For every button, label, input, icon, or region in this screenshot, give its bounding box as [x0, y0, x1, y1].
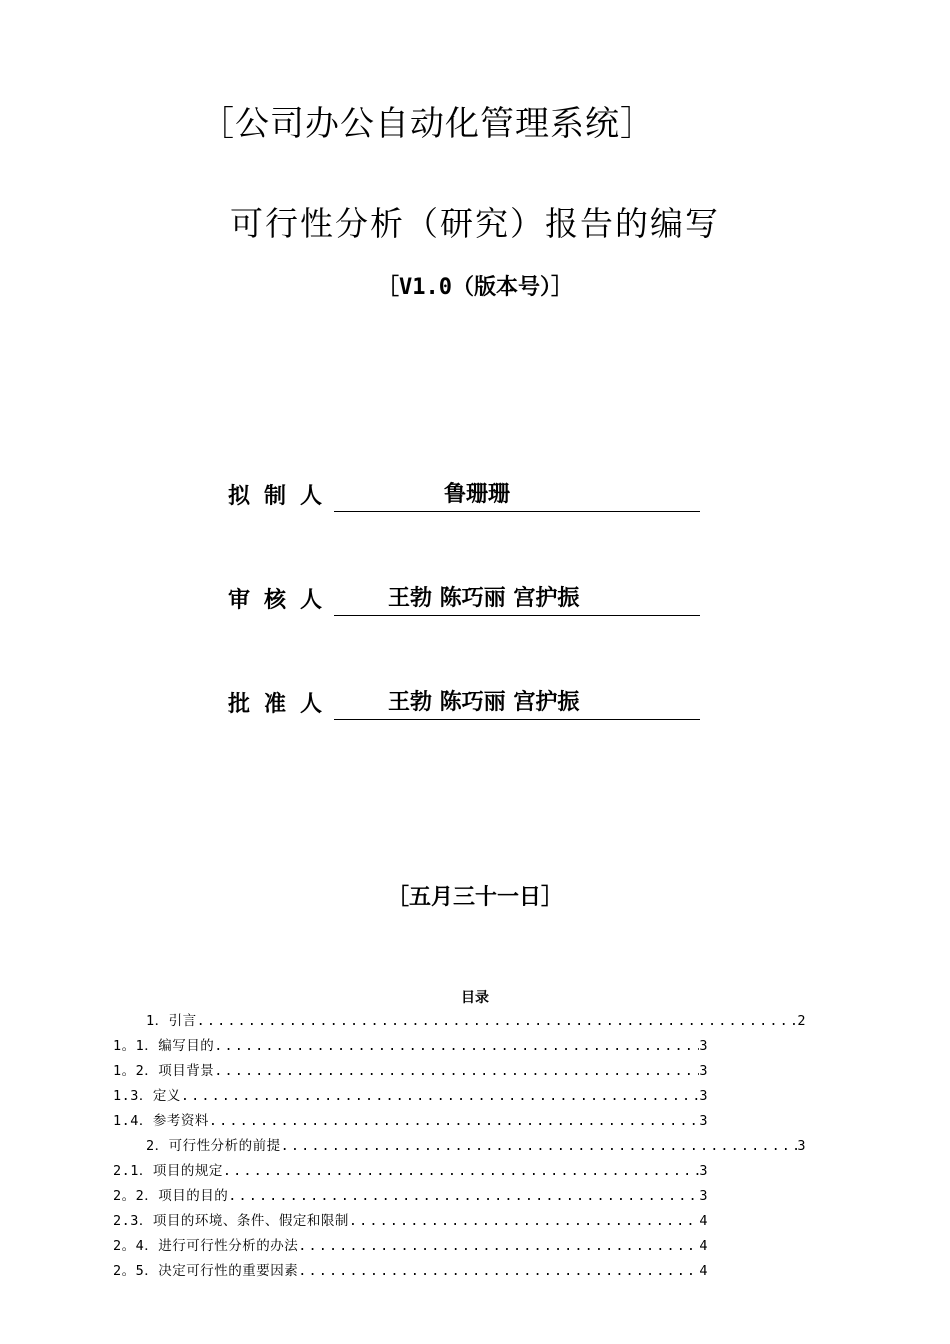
signature-row-drafter [228, 478, 700, 512]
signature-label: 拟制人 [228, 483, 337, 509]
document-title: 可行性分析（研究）报告的编写 [230, 204, 720, 243]
toc-entry[interactable] [113, 1236, 708, 1256]
toc-entry[interactable] [113, 1036, 708, 1056]
toc-page-number: 4 [699, 1213, 708, 1229]
signature-label: 批准人 [228, 691, 337, 717]
toc-entry-text: 2．可行性分析的前提 [146, 1138, 281, 1154]
toc-page-number: 3 [797, 1138, 806, 1154]
document-date: ［五月三十一日］ [386, 884, 563, 910]
toc-leader-dots [214, 1036, 699, 1056]
signature-underline [334, 615, 700, 616]
toc-page-number: 3 [699, 1063, 708, 1079]
toc-entry[interactable] [113, 1186, 708, 1206]
toc-entry-text: 1。2．项目背景 [113, 1063, 215, 1079]
toc-entry[interactable] [113, 1111, 708, 1131]
toc-entry[interactable] [146, 1011, 806, 1031]
toc-entry[interactable] [113, 1161, 708, 1181]
toc-page-number: 3 [699, 1163, 708, 1179]
toc-entry-text: 2.3．项目的环境、条件、假定和限制 [113, 1213, 349, 1229]
toc-entry[interactable] [113, 1211, 708, 1231]
toc-leader-dots [214, 1061, 699, 1081]
toc-page-number: 4 [699, 1263, 708, 1279]
signature-row-reviewer [228, 582, 700, 616]
toc-leader-dots [197, 1011, 798, 1031]
signature-underline [334, 511, 700, 512]
toc-page-number: 3 [699, 1088, 708, 1104]
toc-entry[interactable] [113, 1061, 708, 1081]
toc-entry-text: 2.1．项目的规定 [113, 1163, 223, 1179]
toc-title: 目录 [461, 990, 489, 1006]
signature-underline [334, 719, 700, 720]
toc-entry-text: 1．引言 [146, 1013, 197, 1029]
toc-entry-text: 1.3．定义 [113, 1088, 181, 1104]
toc-entry[interactable] [146, 1136, 806, 1156]
version-number: ［V1.0（版本号）］ [377, 275, 573, 300]
toc-entry-text: 2。2．项目的目的 [113, 1188, 229, 1204]
signature-value: 鲁珊珊 [444, 481, 511, 507]
toc-page-number: 3 [699, 1038, 708, 1054]
system-title: ［公司办公自动化管理系统］ [200, 104, 655, 144]
toc-page-number: 3 [699, 1188, 708, 1204]
toc-entry[interactable] [113, 1261, 708, 1281]
toc-leader-dots [228, 1186, 699, 1206]
toc-page-number: 2 [797, 1013, 806, 1029]
toc-leader-dots [298, 1261, 699, 1281]
toc-entry-text: 2。5．决定可行性的重要因素 [113, 1263, 299, 1279]
toc-page-number: 4 [699, 1238, 708, 1254]
signature-value: 王勃 陈巧丽 宫护振 [388, 689, 580, 715]
toc-leader-dots [349, 1211, 699, 1231]
signature-value: 王勃 陈巧丽 宫护振 [388, 585, 580, 611]
toc-entry[interactable] [113, 1086, 708, 1106]
signature-row-approver [228, 686, 700, 720]
toc-page-number: 3 [699, 1113, 708, 1129]
toc-leader-dots [209, 1111, 699, 1131]
toc-entry-text: 1.4．参考资料 [113, 1113, 209, 1129]
toc-entry-text: 1。1．编写目的 [113, 1038, 215, 1054]
toc-entry-text: 2。4．进行可行性分析的办法 [113, 1238, 299, 1254]
signature-label: 审核人 [228, 587, 337, 613]
toc-leader-dots [281, 1136, 798, 1156]
toc-leader-dots [223, 1161, 699, 1181]
toc-leader-dots [181, 1086, 699, 1106]
toc-leader-dots [298, 1236, 699, 1256]
